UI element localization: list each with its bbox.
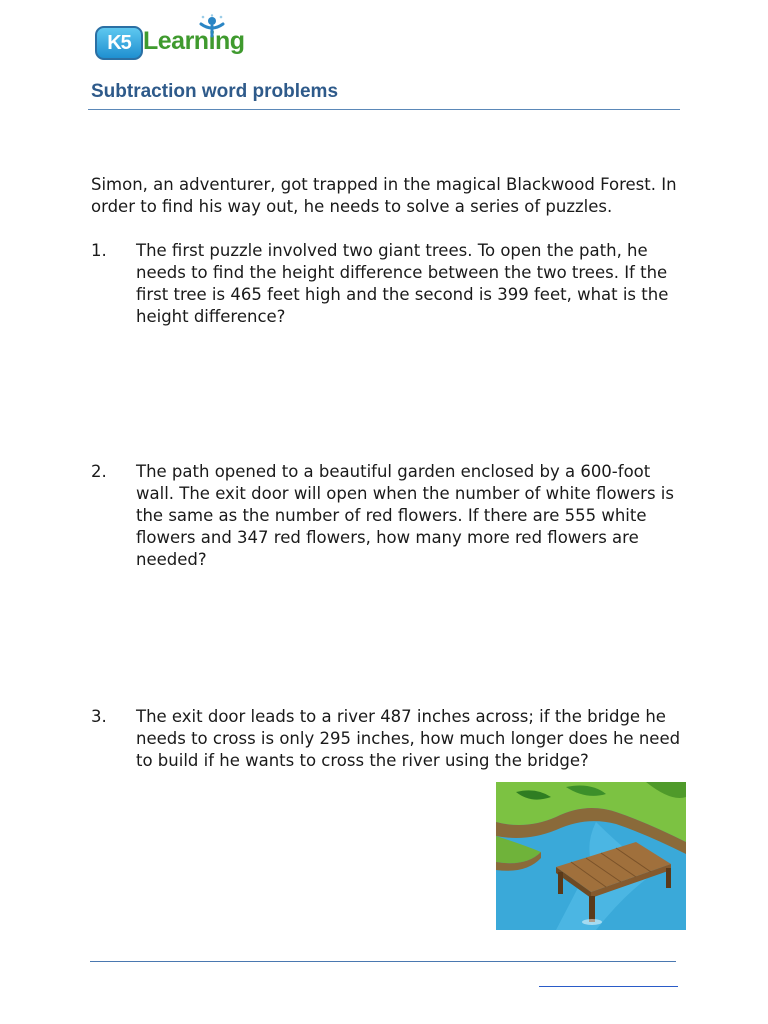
problem-text: The exit door leads to a river 487 inches across; if the bridge he needs to cross is only 295 inches, how much longer does he need to build if he wants to cross the river using the bridge?	[136, 707, 681, 770]
footer-divider	[90, 961, 676, 962]
footer-link-underline[interactable]	[539, 986, 678, 987]
intro-paragraph: Simon, an adventurer, got trapped in the magical Blackwood Forest. In order to find his way out, he needs to solve a series of puzzles.	[91, 175, 677, 216]
logo-k5-badge: K5	[95, 26, 143, 60]
child-figure-icon	[197, 14, 227, 42]
problem-number: 1.	[91, 241, 107, 260]
problem-number: 2.	[91, 462, 107, 481]
k5-learning-logo	[93, 14, 259, 62]
problem-number: 3.	[91, 707, 107, 726]
logo-wordmark: Learning	[143, 27, 245, 55]
title-divider	[88, 109, 680, 110]
river-bridge-illustration	[496, 782, 686, 930]
problem-text: The first puzzle involved two giant trees. To open the path, he needs to find the height difference between the two trees. If the first tree is 465 feet high and the second is 399 feet, what is the height difference?	[136, 241, 669, 326]
worksheet-title: Subtraction word problems	[91, 81, 339, 102]
problem-text: The path opened to a beautiful garden enclosed by a 600-foot wall. The exit door will open when the number of white flowers is the same as the number of red flowers. If there are 555 white flowers and 347 red flowers, how many more red flowers are needed?	[136, 462, 674, 569]
